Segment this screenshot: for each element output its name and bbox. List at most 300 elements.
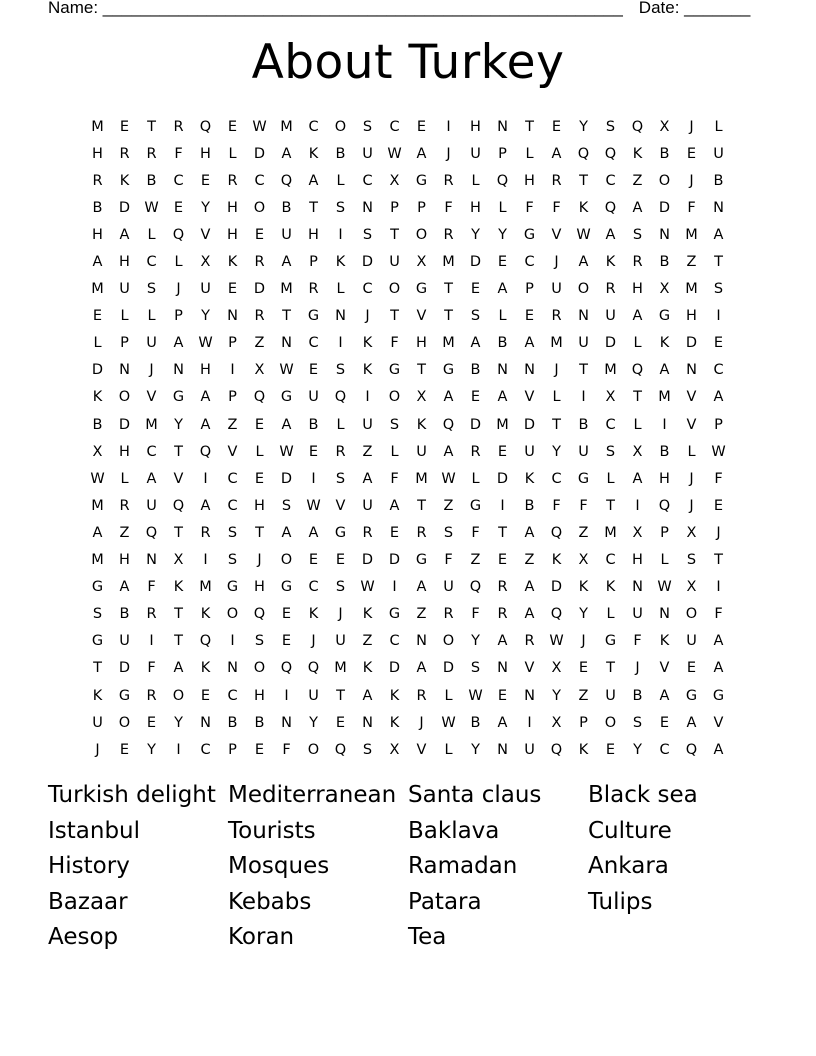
grid-letter[interactable]: K [632, 145, 643, 162]
grid-letter[interactable]: K [389, 687, 400, 704]
grid-letter[interactable]: V [146, 389, 157, 406]
grid-letter[interactable]: A [200, 389, 211, 406]
grid-letter[interactable]: E [659, 714, 670, 731]
grid-letter[interactable]: Y [471, 633, 480, 650]
grid-letter[interactable]: M [658, 389, 671, 406]
grid-letter[interactable]: E [119, 118, 130, 135]
grid-letter[interactable]: O [118, 389, 131, 406]
grid-letter[interactable]: E [389, 524, 400, 541]
grid-letter[interactable]: E [713, 497, 724, 514]
grid-letter[interactable]: S [227, 524, 238, 541]
grid-letter[interactable]: A [416, 579, 427, 596]
grid-letter[interactable]: S [632, 226, 643, 243]
grid-letter[interactable]: L [498, 199, 507, 216]
grid-letter[interactable]: R [335, 443, 346, 460]
grid-letter[interactable]: R [416, 524, 427, 541]
grid-letter[interactable]: N [686, 362, 697, 379]
grid-letter[interactable]: L [390, 443, 399, 460]
grid-letter[interactable]: U [281, 226, 292, 243]
grid-letter[interactable]: D [496, 470, 509, 487]
grid-letter[interactable]: Q [604, 145, 617, 162]
grid-letter[interactable]: Q [577, 145, 590, 162]
grid-letter[interactable]: M [496, 416, 509, 433]
grid-letter[interactable]: T [417, 362, 426, 379]
grid-letter[interactable]: G [577, 470, 590, 487]
grid-letter[interactable]: Q [334, 741, 347, 758]
grid-letter[interactable]: D [442, 660, 455, 677]
grid-letter[interactable]: X [254, 362, 265, 379]
grid-letter[interactable]: T [417, 497, 426, 514]
grid-letter[interactable]: F [390, 335, 399, 352]
grid-letter[interactable]: G [334, 524, 347, 541]
grid-letter[interactable]: E [497, 552, 508, 569]
grid-letter[interactable]: P [579, 714, 588, 731]
grid-letter[interactable]: C [524, 254, 535, 271]
grid-letter[interactable]: M [604, 524, 617, 541]
grid-letter[interactable]: N [173, 362, 184, 379]
grid-letter[interactable]: Q [145, 524, 158, 541]
grid-letter[interactable]: U [605, 687, 616, 704]
grid-letter[interactable]: I [365, 389, 370, 406]
grid-letter[interactable]: Y [552, 443, 561, 460]
grid-letter[interactable]: Z [632, 172, 643, 189]
grid-letter[interactable]: M [604, 362, 617, 379]
grid-letter[interactable]: O [415, 226, 428, 243]
grid-letter[interactable]: V [551, 226, 562, 243]
grid-letter[interactable]: A [686, 714, 697, 731]
grid-letter[interactable]: P [174, 308, 183, 325]
grid-letter[interactable]: A [362, 687, 373, 704]
grid-letter[interactable]: W [252, 118, 267, 135]
grid-letter[interactable]: X [416, 254, 427, 271]
grid-letter[interactable]: U [119, 281, 130, 298]
grid-letter[interactable]: K [578, 199, 589, 216]
grid-letter[interactable]: X [632, 443, 643, 460]
grid-letter[interactable]: C [146, 443, 157, 460]
grid-letter[interactable]: I [176, 741, 181, 758]
grid-letter[interactable]: K [362, 335, 373, 352]
grid-letter[interactable]: T [714, 552, 723, 569]
grid-letter[interactable]: J [149, 362, 154, 379]
grid-letter[interactable]: A [713, 660, 724, 677]
grid-letter[interactable]: Z [578, 687, 589, 704]
grid-letter[interactable]: B [92, 199, 103, 216]
grid-letter[interactable]: G [442, 362, 455, 379]
grid-letter[interactable]: Y [498, 226, 507, 243]
grid-letter[interactable]: I [230, 633, 235, 650]
grid-letter[interactable]: E [254, 741, 265, 758]
grid-letter[interactable]: G [523, 226, 536, 243]
grid-letter[interactable]: C [605, 172, 616, 189]
grid-letter[interactable]: A [173, 660, 184, 677]
grid-letter[interactable]: H [686, 308, 697, 325]
grid-letter[interactable]: B [497, 335, 508, 352]
grid-letter[interactable]: Q [442, 416, 455, 433]
grid-letter[interactable]: E [119, 741, 130, 758]
grid-letter[interactable]: I [581, 389, 586, 406]
grid-letter[interactable]: Q [199, 633, 212, 650]
grid-letter[interactable]: A [146, 470, 157, 487]
grid-letter[interactable]: K [524, 470, 535, 487]
grid-letter[interactable]: A [416, 145, 427, 162]
grid-letter[interactable]: S [281, 497, 292, 514]
grid-letter[interactable]: C [605, 416, 616, 433]
grid-letter[interactable]: N [362, 199, 373, 216]
grid-letter[interactable]: B [335, 145, 346, 162]
grid-letter[interactable]: I [338, 226, 343, 243]
grid-letter[interactable]: R [497, 579, 508, 596]
grid-letter[interactable]: G [118, 687, 131, 704]
grid-letter[interactable]: C [389, 633, 400, 650]
grid-letter[interactable]: T [498, 524, 507, 541]
grid-letter[interactable]: P [525, 281, 534, 298]
grid-letter[interactable]: A [362, 470, 373, 487]
grid-letter[interactable]: M [91, 497, 104, 514]
grid-letter[interactable]: Y [201, 199, 210, 216]
grid-letter[interactable]: G [469, 497, 482, 514]
grid-letter[interactable]: A [713, 389, 724, 406]
grid-letter[interactable]: L [336, 281, 345, 298]
grid-letter[interactable]: G [415, 552, 428, 569]
grid-letter[interactable]: F [714, 470, 723, 487]
grid-letter[interactable]: Y [147, 741, 156, 758]
grid-letter[interactable]: V [524, 660, 535, 677]
grid-letter[interactable]: O [253, 199, 266, 216]
grid-letter[interactable]: L [120, 470, 129, 487]
grid-letter[interactable]: H [227, 199, 238, 216]
grid-letter[interactable]: R [173, 118, 184, 135]
grid-letter[interactable]: S [713, 281, 724, 298]
grid-letter[interactable]: T [93, 660, 102, 677]
grid-letter[interactable]: E [92, 308, 103, 325]
grid-letter[interactable]: E [308, 552, 319, 569]
grid-letter[interactable]: N [659, 226, 670, 243]
grid-letter[interactable]: A [632, 308, 643, 325]
grid-letter[interactable]: P [498, 145, 507, 162]
grid-letter[interactable]: U [551, 281, 562, 298]
grid-letter[interactable]: S [92, 606, 103, 623]
grid-letter[interactable]: K [308, 145, 319, 162]
grid-letter[interactable]: H [632, 552, 643, 569]
grid-letter[interactable]: A [470, 335, 481, 352]
grid-letter[interactable]: I [662, 416, 667, 433]
grid-letter[interactable]: D [253, 145, 266, 162]
grid-letter[interactable]: Q [631, 118, 644, 135]
grid-letter[interactable]: H [92, 145, 103, 162]
grid-letter[interactable]: M [145, 416, 158, 433]
grid-letter[interactable]: M [91, 552, 104, 569]
grid-letter[interactable]: Z [470, 552, 481, 569]
grid-letter[interactable]: H [659, 470, 670, 487]
grid-letter[interactable]: V [686, 389, 697, 406]
grid-letter[interactable]: D [118, 416, 131, 433]
grid-letter[interactable]: C [713, 362, 724, 379]
grid-letter[interactable]: F [444, 199, 453, 216]
grid-letter[interactable]: B [713, 172, 724, 189]
grid-letter[interactable]: U [308, 687, 319, 704]
grid-letter[interactable]: Y [309, 714, 318, 731]
grid-letter[interactable]: L [444, 687, 453, 704]
grid-letter[interactable]: F [444, 552, 453, 569]
grid-letter[interactable]: K [92, 389, 103, 406]
grid-letter[interactable]: S [362, 118, 373, 135]
grid-letter[interactable]: U [92, 714, 103, 731]
grid-letter[interactable]: T [444, 281, 453, 298]
grid-letter[interactable]: T [282, 308, 291, 325]
grid-letter[interactable]: C [389, 118, 400, 135]
grid-letter[interactable]: O [442, 633, 455, 650]
grid-letter[interactable]: K [416, 416, 427, 433]
grid-letter[interactable]: A [578, 254, 589, 271]
grid-letter[interactable]: Q [550, 524, 563, 541]
grid-letter[interactable]: T [390, 308, 399, 325]
grid-letter[interactable]: E [497, 443, 508, 460]
grid-letter[interactable]: A [497, 281, 508, 298]
grid-letter[interactable]: E [227, 281, 238, 298]
grid-letter[interactable]: N [335, 308, 346, 325]
grid-letter[interactable]: S [686, 552, 697, 569]
grid-letter[interactable]: S [146, 281, 157, 298]
grid-letter[interactable]: S [254, 633, 265, 650]
grid-letter[interactable]: A [308, 172, 319, 189]
grid-letter[interactable]: I [338, 335, 343, 352]
grid-letter[interactable]: N [227, 660, 238, 677]
grid-letter[interactable]: R [254, 254, 265, 271]
grid-letter[interactable]: R [308, 281, 319, 298]
grid-letter[interactable]: N [227, 308, 238, 325]
grid-letter[interactable]: L [255, 443, 264, 460]
grid-letter[interactable]: N [659, 606, 670, 623]
grid-letter[interactable]: D [550, 579, 563, 596]
grid-letter[interactable]: K [362, 606, 373, 623]
grid-letter[interactable]: Y [471, 226, 480, 243]
grid-letter[interactable]: H [470, 199, 481, 216]
grid-letter[interactable]: J [689, 497, 694, 514]
grid-letter[interactable]: Q [334, 389, 347, 406]
grid-letter[interactable]: A [524, 335, 535, 352]
grid-letter[interactable]: A [551, 145, 562, 162]
grid-letter[interactable]: K [605, 254, 616, 271]
grid-letter[interactable]: C [308, 118, 319, 135]
grid-letter[interactable]: S [443, 524, 454, 541]
grid-letter[interactable]: B [659, 254, 670, 271]
grid-letter[interactable]: L [93, 335, 102, 352]
grid-letter[interactable]: M [685, 226, 698, 243]
grid-letter[interactable]: N [200, 714, 211, 731]
grid-letter[interactable]: X [686, 524, 697, 541]
grid-letter[interactable]: G [388, 606, 401, 623]
grid-letter[interactable]: A [659, 687, 670, 704]
grid-letter[interactable]: C [362, 172, 373, 189]
grid-letter[interactable]: J [419, 714, 424, 731]
grid-letter[interactable]: U [119, 633, 130, 650]
grid-letter[interactable]: H [254, 579, 265, 596]
grid-letter[interactable]: D [469, 416, 482, 433]
grid-letter[interactable]: X [578, 552, 589, 569]
grid-letter[interactable]: S [335, 362, 346, 379]
grid-letter[interactable]: N [632, 579, 643, 596]
grid-letter[interactable]: F [282, 741, 291, 758]
grid-letter[interactable]: Q [280, 172, 293, 189]
grid-letter[interactable]: J [365, 308, 370, 325]
grid-letter[interactable]: R [146, 687, 157, 704]
grid-letter[interactable]: Q [550, 606, 563, 623]
grid-letter[interactable]: V [173, 470, 184, 487]
grid-letter[interactable]: T [444, 308, 453, 325]
grid-letter[interactable]: R [443, 172, 454, 189]
grid-letter[interactable]: L [336, 416, 345, 433]
grid-letter[interactable]: X [659, 118, 670, 135]
grid-letter[interactable]: A [281, 254, 292, 271]
grid-letter[interactable]: A [119, 579, 130, 596]
grid-letter[interactable]: O [280, 552, 293, 569]
grid-letter[interactable]: V [227, 443, 238, 460]
grid-letter[interactable]: L [228, 145, 237, 162]
grid-letter[interactable]: J [257, 552, 262, 569]
grid-letter[interactable]: Q [496, 172, 509, 189]
grid-letter[interactable]: X [686, 579, 697, 596]
grid-letter[interactable]: J [338, 606, 343, 623]
grid-letter[interactable]: P [120, 335, 129, 352]
grid-letter[interactable]: E [200, 687, 211, 704]
grid-letter[interactable]: E [686, 145, 697, 162]
grid-letter[interactable]: I [284, 687, 289, 704]
grid-letter[interactable]: E [254, 416, 265, 433]
grid-letter[interactable]: H [200, 362, 211, 379]
grid-letter[interactable]: Z [362, 633, 373, 650]
grid-letter[interactable]: U [362, 145, 373, 162]
grid-letter[interactable]: O [226, 606, 239, 623]
grid-letter[interactable]: N [119, 362, 130, 379]
grid-letter[interactable]: D [685, 335, 698, 352]
grid-letter[interactable]: T [390, 226, 399, 243]
grid-letter[interactable]: E [578, 660, 589, 677]
grid-letter[interactable]: L [687, 443, 696, 460]
grid-letter[interactable]: K [200, 606, 211, 623]
grid-letter[interactable]: A [389, 497, 400, 514]
grid-letter[interactable]: H [200, 145, 211, 162]
grid-letter[interactable]: L [606, 470, 615, 487]
grid-letter[interactable]: B [92, 416, 103, 433]
grid-letter[interactable]: R [92, 172, 103, 189]
grid-letter[interactable]: I [392, 579, 397, 596]
grid-letter[interactable]: Q [280, 660, 293, 677]
grid-letter[interactable]: C [308, 335, 319, 352]
grid-letter[interactable]: F [147, 579, 156, 596]
grid-letter[interactable]: F [552, 199, 561, 216]
grid-letter[interactable]: S [335, 579, 346, 596]
grid-letter[interactable]: A [497, 633, 508, 650]
grid-letter[interactable]: Z [416, 606, 427, 623]
grid-letter[interactable]: A [200, 497, 211, 514]
grid-letter[interactable]: Z [578, 524, 589, 541]
grid-letter[interactable]: X [551, 660, 562, 677]
grid-letter[interactable]: J [554, 254, 559, 271]
grid-letter[interactable]: I [230, 362, 235, 379]
grid-letter[interactable]: E [470, 281, 481, 298]
grid-letter[interactable]: C [362, 281, 373, 298]
grid-letter[interactable]: O [685, 606, 698, 623]
grid-letter[interactable]: D [118, 199, 131, 216]
grid-letter[interactable]: T [336, 687, 345, 704]
grid-letter[interactable]: H [92, 226, 103, 243]
grid-letter[interactable]: U [713, 145, 724, 162]
grid-letter[interactable]: J [311, 633, 316, 650]
grid-letter[interactable]: W [279, 362, 294, 379]
grid-letter[interactable]: S [470, 660, 481, 677]
grid-letter[interactable]: P [228, 389, 237, 406]
grid-letter[interactable]: J [446, 145, 451, 162]
grid-letter[interactable]: N [281, 714, 292, 731]
grid-letter[interactable]: J [581, 633, 586, 650]
grid-letter[interactable]: Q [685, 741, 698, 758]
grid-letter[interactable]: H [308, 226, 319, 243]
grid-letter[interactable]: O [118, 714, 131, 731]
grid-letter[interactable]: F [471, 524, 480, 541]
grid-letter[interactable]: R [362, 524, 373, 541]
grid-letter[interactable]: Q [199, 443, 212, 460]
grid-letter[interactable]: T [255, 524, 264, 541]
grid-letter[interactable]: S [362, 226, 373, 243]
grid-letter[interactable]: U [416, 443, 427, 460]
grid-letter[interactable]: D [361, 254, 374, 271]
grid-letter[interactable]: V [416, 308, 427, 325]
grid-letter[interactable]: M [280, 281, 293, 298]
grid-letter[interactable]: K [119, 172, 130, 189]
grid-letter[interactable]: K [551, 552, 562, 569]
grid-letter[interactable]: K [659, 335, 670, 352]
grid-letter[interactable]: Y [201, 308, 210, 325]
grid-letter[interactable]: N [713, 199, 724, 216]
grid-letter[interactable]: A [497, 389, 508, 406]
grid-letter[interactable]: P [228, 741, 237, 758]
grid-letter[interactable]: G [91, 579, 104, 596]
grid-letter[interactable]: D [604, 335, 617, 352]
grid-letter[interactable]: P [309, 254, 318, 271]
grid-letter[interactable]: V [659, 660, 670, 677]
grid-letter[interactable]: W [441, 714, 456, 731]
grid-letter[interactable]: W [90, 470, 105, 487]
grid-letter[interactable]: U [146, 497, 157, 514]
grid-letter[interactable]: A [281, 416, 292, 433]
grid-letter[interactable]: C [227, 687, 238, 704]
grid-letter[interactable]: F [525, 199, 534, 216]
grid-letter[interactable]: A [281, 524, 292, 541]
grid-letter[interactable]: L [120, 308, 129, 325]
grid-letter[interactable]: X [632, 524, 643, 541]
grid-letter[interactable]: Z [362, 443, 373, 460]
grid-letter[interactable]: Y [471, 741, 480, 758]
grid-letter[interactable]: H [470, 118, 481, 135]
grid-letter[interactable]: T [309, 199, 318, 216]
grid-letter[interactable]: K [362, 362, 373, 379]
grid-letter[interactable]: E [335, 552, 346, 569]
grid-letter[interactable]: B [578, 416, 589, 433]
grid-letter[interactable]: B [470, 714, 481, 731]
grid-letter[interactable]: W [387, 145, 402, 162]
grid-letter[interactable]: U [578, 335, 589, 352]
grid-letter[interactable]: H [254, 687, 265, 704]
grid-letter[interactable]: U [524, 443, 535, 460]
grid-letter[interactable]: D [253, 281, 266, 298]
grid-letter[interactable]: F [552, 497, 561, 514]
grid-letter[interactable]: I [500, 497, 505, 514]
grid-letter[interactable]: C [173, 172, 184, 189]
grid-letter[interactable]: H [632, 281, 643, 298]
grid-letter[interactable]: L [525, 145, 534, 162]
grid-letter[interactable]: X [389, 172, 400, 189]
grid-letter[interactable]: A [92, 254, 103, 271]
